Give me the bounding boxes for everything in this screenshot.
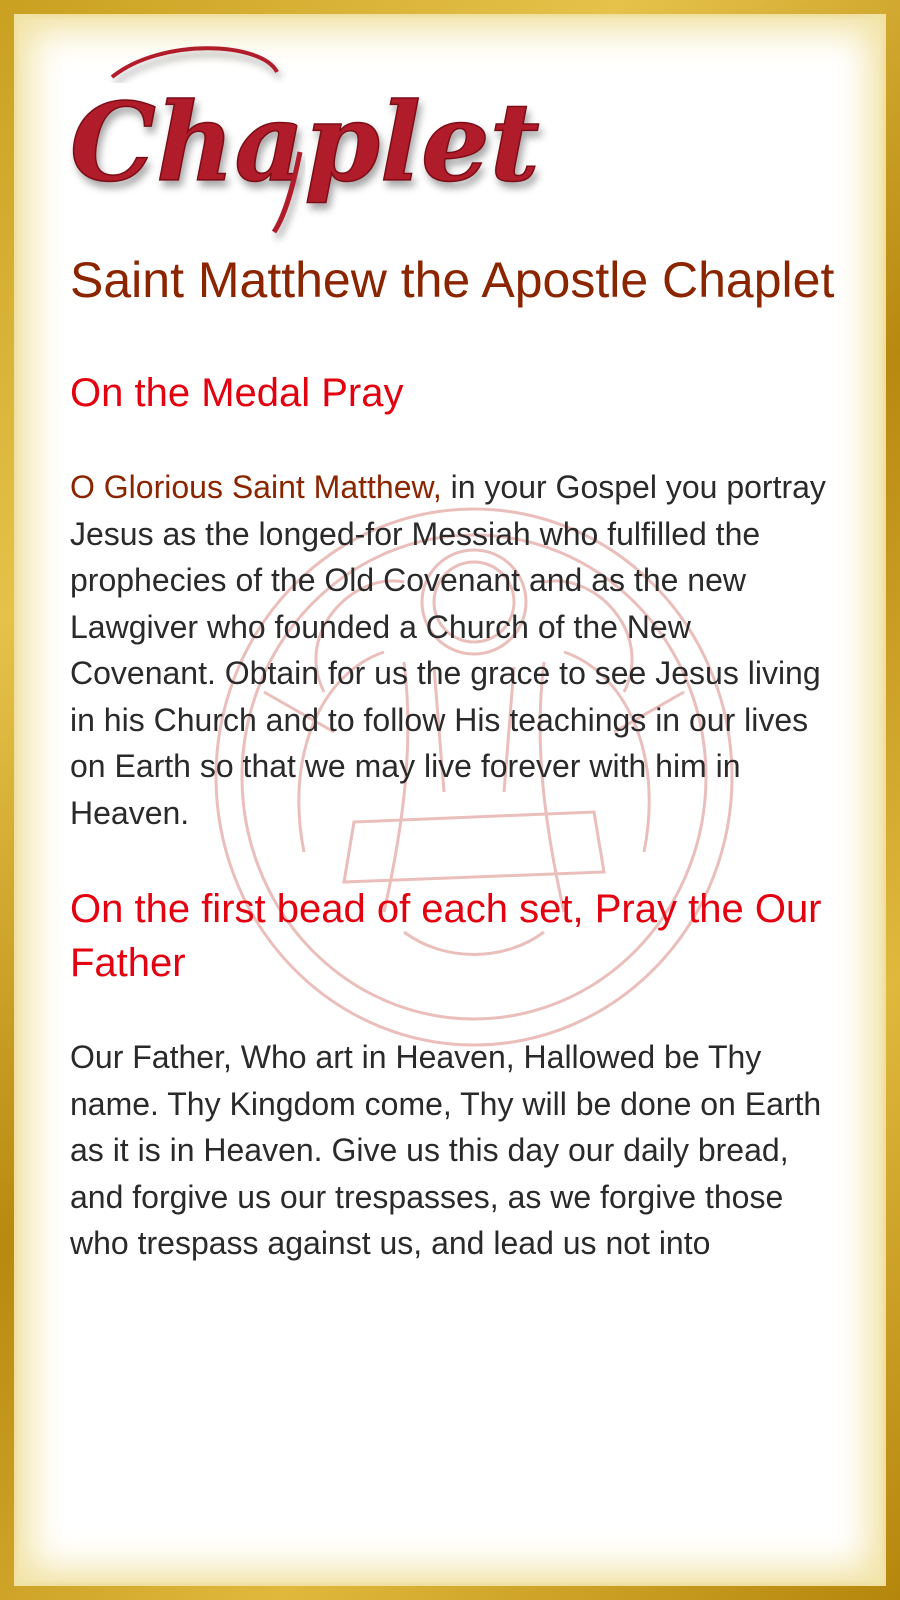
page-container (14, 14, 886, 1586)
section-heading-our-father: On the first bead of each set, Pray the Our Father (70, 887, 822, 985)
prayer-medal-body: in your Gospel you portray Jesus as the longed-for Messiah who fulfilled the prophecies of the Old Covenant and as the new Lawgiver who founded a Church of the New Covenant. Obtain for us the grace to see Jesus living in his Church and to follow His teachings in our lives on Earth so that we may live forever with him in Heaven. (70, 469, 826, 831)
chaplet-content (70, 246, 840, 1442)
logo-text: Chaplet (70, 80, 540, 206)
page-title: Saint Matthew the Apostle Chaplet (70, 252, 835, 308)
chaplet-logo (52, 32, 540, 242)
prayer-medal (70, 464, 840, 836)
prayer-lead: O Glorious Saint Matthew, (70, 469, 442, 505)
section-heading-medal: On the Medal Pray (70, 371, 404, 415)
prayer-our-father: Our Father, Who art in Heaven, Hallowed be Thy name. Thy Kingdom come, Thy will be done on Earth as it is in Heaven. Give us this day our daily bread, and forgive us our trespasses, as we forgive those who trespass against us, and lead us not into (70, 1039, 822, 1261)
